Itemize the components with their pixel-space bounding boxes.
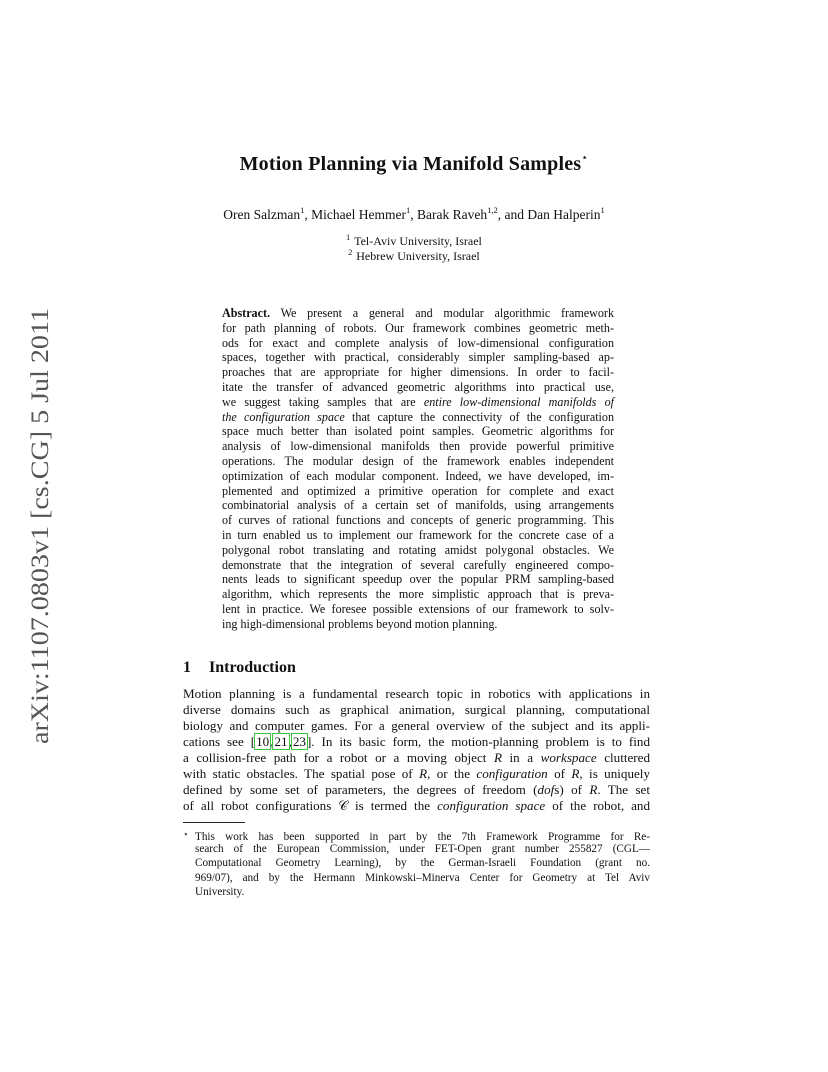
math-symbol: 𝒞 — [338, 798, 348, 813]
math-symbol: R — [589, 782, 598, 797]
body-text: in a — [509, 750, 534, 765]
paper-title: Motion Planning via Manifold Samples — [239, 153, 582, 175]
abstract-line — [222, 395, 614, 410]
abstract-line: demonstrate that the integration of several carefully engineered compo- — [222, 557, 614, 572]
abstract-line: combinatorial analysis of a certain set of manifolds, using arrangements — [222, 498, 614, 513]
footnote-line — [183, 827, 650, 842]
abstract-label: Abstract. — [222, 306, 271, 320]
footnote-text: This work has been supported in part by the 7th Framework Programme for Re- — [195, 831, 650, 843]
footnote-mark: ⋆ — [183, 829, 189, 839]
section-number: 1 — [183, 659, 191, 676]
abstract-text: we suggest taking samples that are — [222, 394, 416, 409]
author-separator: , and — [497, 207, 528, 222]
affiliation — [0, 233, 828, 249]
footnote-line: University. — [195, 886, 245, 898]
abstract-line: space much better than isolated point samples. Geometric algorithms for — [222, 424, 614, 439]
title-footnote-mark: ⋆ — [581, 152, 589, 164]
section-title: Introduction — [209, 659, 296, 676]
abstract-line: algorithm, which represents the more simplistic approach that is preva- — [222, 587, 614, 602]
author-name: Oren Salzman — [223, 207, 301, 222]
abstract-line: operations. The modular design of the framework enables independent — [222, 453, 614, 468]
body-text: , or the — [427, 766, 471, 781]
body-line: diverse domains such as graphical animation, surgical planning, computational — [183, 702, 650, 717]
abstract — [222, 306, 614, 632]
footnote-line: Computational Geometry Learning), by the German-Israeli Foundation (grant no. — [195, 857, 650, 869]
affiliation-number: 1 — [346, 233, 351, 242]
abstract-line: spaces, together with practical, considerably simpler sampling-based ap- — [222, 350, 614, 365]
author-separator: , — [304, 207, 312, 222]
author-affil-mark: 1 — [405, 205, 411, 215]
footnote — [183, 827, 650, 900]
body-text: is termed the — [354, 798, 431, 813]
intro-paragraph — [183, 686, 650, 814]
author-affil-mark: 1 — [300, 205, 305, 215]
affiliation — [0, 248, 828, 264]
paper-title-block — [0, 151, 828, 176]
citation-separator: , — [288, 734, 292, 749]
abstract-line — [222, 306, 614, 321]
emphasis-term: configuration space — [437, 798, 546, 813]
body-text: cations see [ — [183, 734, 256, 749]
affiliation-text: Tel-Aviv University, Israel — [354, 234, 482, 248]
affiliation-text: Hebrew University, Israel — [356, 249, 480, 263]
abstract-line: nents leads to significant speedup over the popular PRM sampling-based — [222, 572, 614, 587]
citation-separator: , — [270, 734, 274, 749]
author-affil-mark: 1 — [600, 205, 605, 215]
arxiv-stamp — [18, 308, 58, 744]
abstract-line: of curves of rational functions and concepts of generic programming. This — [222, 513, 614, 528]
body-text: . The set — [597, 782, 650, 797]
section-heading — [183, 659, 296, 677]
arxiv-stamp-text: arXiv:1107.0803v1 [cs.CG] 5 Jul 2011 — [25, 347, 54, 744]
body-text: of the robot, and — [552, 798, 651, 813]
math-symbol: R — [419, 766, 428, 781]
footnote-line: search of the European Commission, under FET-Open grant number 255827 (CGL— — [195, 842, 650, 855]
footnote-rule — [183, 822, 245, 823]
emphasis-term: workspace — [540, 750, 597, 765]
abstract-line: ing high-dimensional problems beyond motion planning. — [222, 616, 498, 631]
abstract-text: We present a general and modular algorithmic framework — [280, 306, 614, 320]
abstract-emphasis: entire low-dimensional manifolds of — [423, 394, 614, 409]
abstract-line: in turn enabled us to implement our framework for the concrete case of a — [222, 527, 614, 542]
citation-link[interactable]: 10 — [256, 734, 270, 749]
author-list — [0, 205, 828, 223]
abstract-line: for path planning of robots. Our framework combines geometric meth- — [222, 320, 614, 335]
body-line — [183, 798, 650, 814]
body-text: of — [554, 766, 566, 781]
body-text: s) of — [554, 782, 582, 797]
body-text: , is uniquely — [579, 766, 650, 781]
abstract-line: analysis of low-dimensional manifolds then provide powerful primitive — [222, 439, 614, 454]
body-line — [183, 734, 650, 750]
abstract-line: itate the transfer of advanced geometric algorithms into practical use, — [222, 379, 614, 394]
abstract-line: proaches that are appropriate for higher dimensions. In order to facil- — [222, 365, 614, 380]
abstract-text: that capture the connectivity of the configuration — [352, 409, 615, 424]
body-line — [183, 750, 650, 766]
math-symbol: R — [571, 766, 580, 781]
body-line: Motion planning is a fundamental research topic in robotics with applications in — [183, 686, 650, 701]
math-symbol: R — [494, 750, 502, 765]
body-line — [183, 782, 650, 798]
abstract-line: polygonal robot translating and rotating amidst polygonal obstacles. We — [222, 542, 614, 557]
abstract-line: lent in practice. We foresee possible extensions of our framework to solv- — [222, 601, 614, 616]
abstract-emphasis: the configuration space — [222, 409, 345, 424]
author-name: Dan Halperin — [527, 207, 601, 222]
affiliation-number: 2 — [348, 248, 353, 257]
footnote-line: 969/07), and by the Hermann Minkowski–Minerva Center for Geometry at Tel Aviv — [195, 871, 650, 884]
abstract-line — [222, 410, 614, 425]
abstract-line: ods for exact and complete analysis of low-dimensional configuration — [222, 335, 614, 350]
body-text: defined by some set of parameters, the degrees of freedom ( — [183, 782, 538, 797]
emphasis-term: configuration — [476, 766, 548, 781]
body-line: biology and computer games. For a general overview of the subject and its appli- — [183, 718, 650, 733]
author-name: Michael Hemmer — [311, 207, 406, 222]
body-text: of all robot configurations — [183, 798, 332, 813]
author-separator: , — [410, 207, 417, 222]
citation-link[interactable]: 23 — [292, 734, 306, 749]
emphasis-term: dof — [537, 782, 555, 797]
body-text: a collision-free path for a robot or a moving object — [183, 750, 487, 765]
author-affil-mark: 1,2 — [487, 205, 498, 215]
body-line — [183, 766, 650, 782]
citation-link[interactable]: 21 — [274, 734, 288, 749]
abstract-line: optimization of each modular component. Indeed, we have developed, im- — [222, 468, 614, 483]
body-text: cluttered — [604, 750, 651, 765]
abstract-line: plemented and optimized a primitive operation for complete and exact — [222, 483, 614, 498]
body-text: ]. In its basic form, the motion-planning problem is to find — [306, 734, 651, 749]
body-text: with static obstacles. The spatial pose of — [183, 766, 413, 781]
author-name: Barak Raveh — [416, 207, 488, 222]
